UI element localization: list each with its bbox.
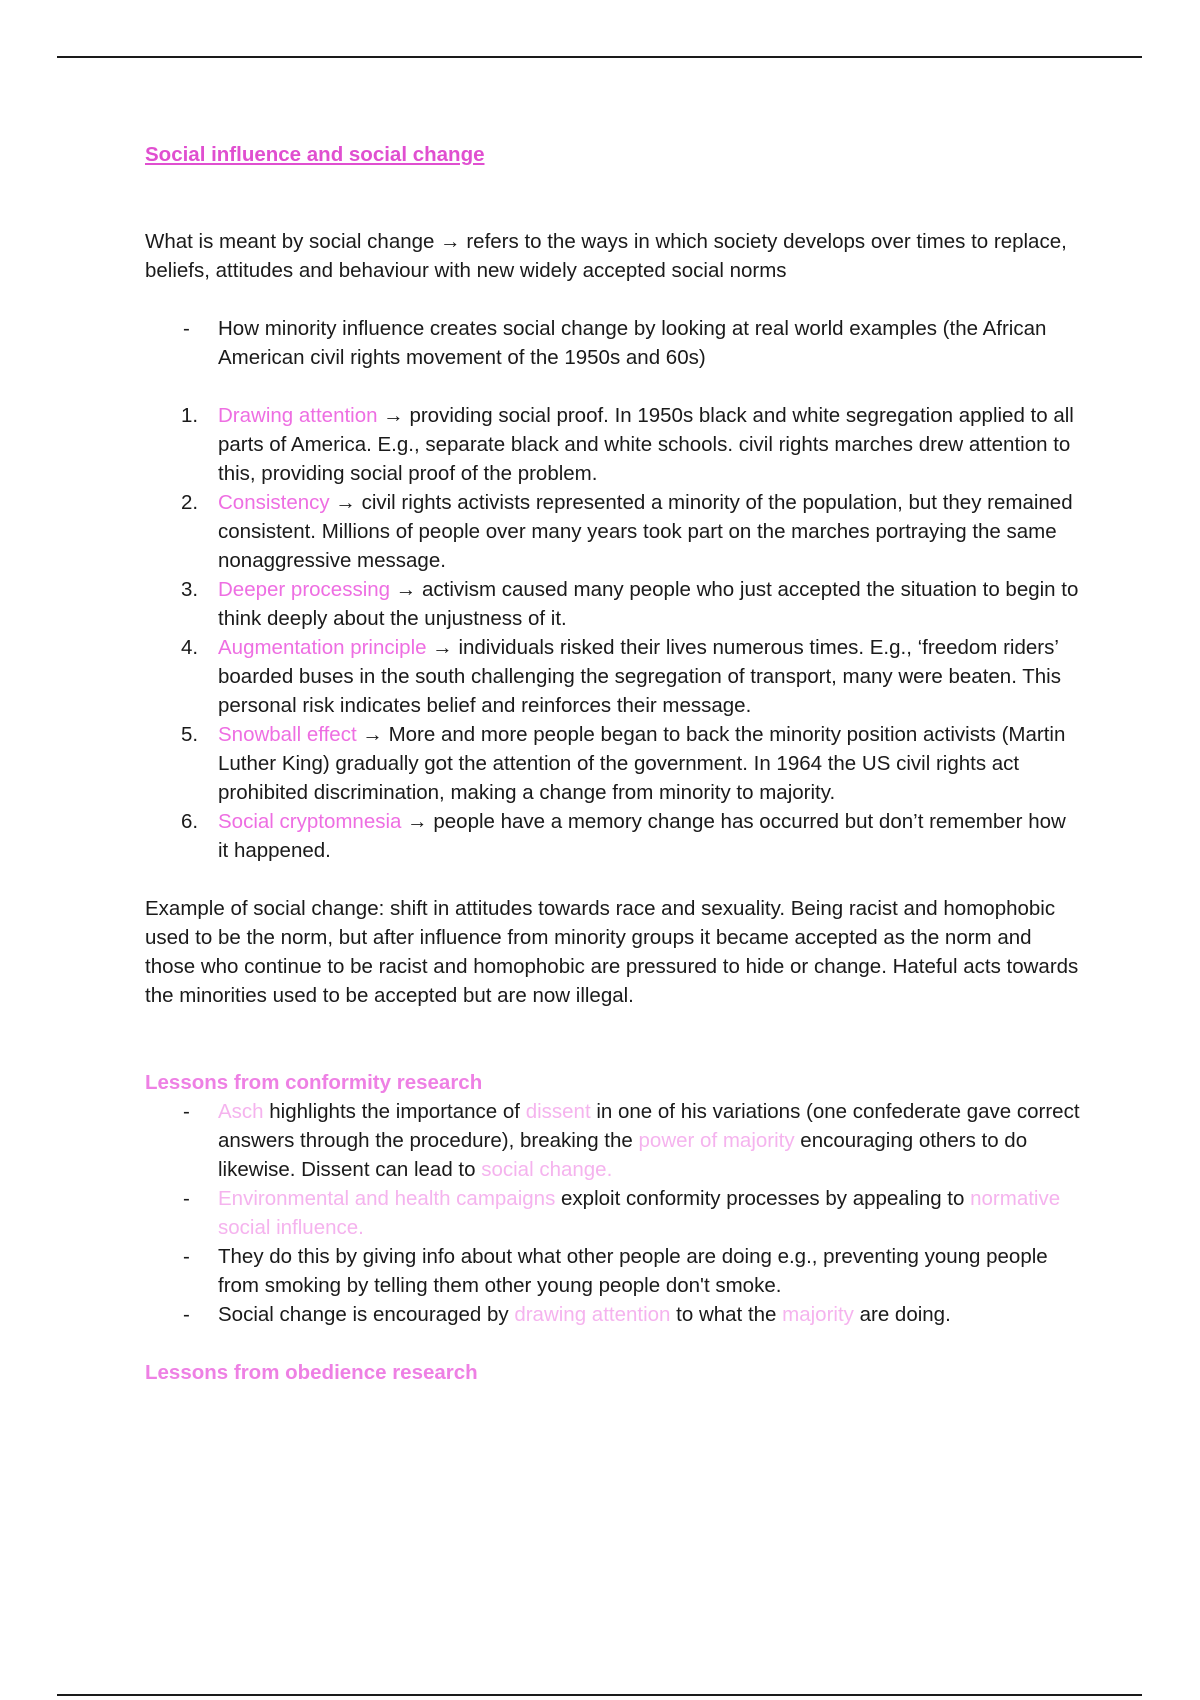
list-item-text: highlights the importance of <box>263 1100 526 1123</box>
intro-lead: What is meant by social change <box>145 230 435 253</box>
intro-list <box>145 314 1080 372</box>
obedience-heading: Lessons from obedience research <box>145 1361 478 1384</box>
dash-marker: - <box>183 1100 190 1123</box>
step-text: providing social proof. In 1950s black and white segregation applied to all parts of America. E.g., separate black and white schools. civil rights marches drew attention to this, providing social proof of the problem. <box>218 404 1074 485</box>
arrow-icon: → <box>362 723 383 746</box>
dash-marker: - <box>183 317 190 340</box>
step-text: individuals risked their lives numerous times. E.g., ‘freedom riders’ boarded buses in the south challenging the segregation of transport, many were beaten. This personal risk indicates belief and reinforces their message. <box>218 636 1061 717</box>
arrow-icon: → <box>440 230 461 253</box>
list-item-text: How minority influence creates social change by looking at real world examples (the African American civil rights movement of the 1950s and 60s) <box>218 317 1047 369</box>
step-text: civil rights activists represented a minority of the population, but they remained consistent. Millions of people over many years took part on the marches portraying the same nonaggressive message. <box>218 491 1073 572</box>
list-item <box>145 1300 1080 1329</box>
list-item-text: to what the <box>670 1303 783 1326</box>
list-item-text: Social change is encouraged by <box>218 1303 515 1326</box>
list-item-text: in one of his variations (one confederate gave correct answers through the procedure), breaking the <box>218 1100 1080 1152</box>
dash-marker: - <box>183 1303 190 1326</box>
list-item-text: They do this by giving info about what other people are doing e.g., preventing young people from smoking by telling them other young people don't smoke. <box>218 1245 1048 1297</box>
step-item <box>145 633 1080 720</box>
steps-list <box>145 401 1080 865</box>
step-text: activism caused many people who just accepted the situation to begin to think deeply about the unjustness of it. <box>218 578 1079 630</box>
step-number: 4. <box>181 636 199 659</box>
highlight-term: power of majority <box>638 1129 795 1152</box>
highlight-term: social change. <box>481 1158 613 1181</box>
step-number: 6. <box>181 810 199 833</box>
step-item <box>145 401 1080 488</box>
step-term: Social cryptomnesia <box>218 810 402 833</box>
highlight-term: normative social influence. <box>218 1187 1061 1239</box>
step-item <box>145 807 1080 865</box>
dash-marker: - <box>183 1245 190 1268</box>
dash-marker: - <box>183 1187 190 1210</box>
list-item-text: encouraging others to do likewise. Dissent can lead to <box>218 1129 1028 1181</box>
example-paragraph: Example of social change: shift in attitudes towards race and sexuality. Being racist and homophobic used to be the norm, but after influence from minority groups it became accepted as the norm and those who continue to be racist and homophobic are pressured to hide or change. Hateful acts towards the minorities used to be accepted but are now illegal. <box>145 897 1079 1007</box>
step-item <box>145 720 1080 807</box>
list-item <box>145 1097 1080 1184</box>
step-text: people have a memory change has occurred but don’t remember how it happened. <box>218 810 1066 862</box>
intro-text: refers to the ways in which society develops over times to replace, beliefs, attitudes and behaviour with new widely accepted social norms <box>145 230 1067 282</box>
step-number: 1. <box>181 404 199 427</box>
document-body <box>145 140 1080 1387</box>
step-term: Consistency <box>218 491 330 514</box>
arrow-icon: → <box>395 578 417 601</box>
list-item-text: exploit conformity processes by appealing to <box>555 1187 971 1210</box>
step-number: 5. <box>181 723 199 746</box>
highlight-term: Environmental and health campaigns <box>218 1187 556 1210</box>
highlight-term: drawing attention <box>514 1303 671 1326</box>
arrow-icon: → <box>407 810 428 833</box>
arrow-icon: → <box>432 636 453 659</box>
conformity-heading: Lessons from conformity research <box>145 1071 483 1094</box>
highlight-term: dissent <box>525 1100 591 1123</box>
step-term: Snowball effect <box>218 723 357 746</box>
step-number: 2. <box>181 491 199 514</box>
step-item <box>145 575 1080 633</box>
highlight-term: majority <box>782 1303 854 1326</box>
step-number: 3. <box>181 578 199 601</box>
conformity-list <box>145 1097 1080 1329</box>
list-item-text: are doing. <box>853 1303 951 1326</box>
bottom-rule <box>57 1694 1142 1696</box>
arrow-icon: → <box>383 404 404 427</box>
top-rule <box>57 56 1142 58</box>
list-item <box>145 1242 1080 1300</box>
arrow-icon: → <box>335 491 356 514</box>
step-item <box>145 488 1080 575</box>
intro-paragraph <box>145 227 1080 285</box>
step-term: Drawing attention <box>218 404 378 427</box>
page-title: Social influence and social change <box>145 143 485 166</box>
highlight-term: Asch <box>218 1100 264 1123</box>
list-item <box>145 314 1080 372</box>
step-term: Augmentation principle <box>218 636 427 659</box>
step-term: Deeper processing <box>218 578 391 601</box>
step-text: More and more people began to back the minority position activists (Martin Luther King) gradually got the attention of the government. In 1964 the US civil rights act prohibited discrimination, making a change from minority to majority. <box>218 723 1066 804</box>
list-item <box>145 1184 1080 1242</box>
